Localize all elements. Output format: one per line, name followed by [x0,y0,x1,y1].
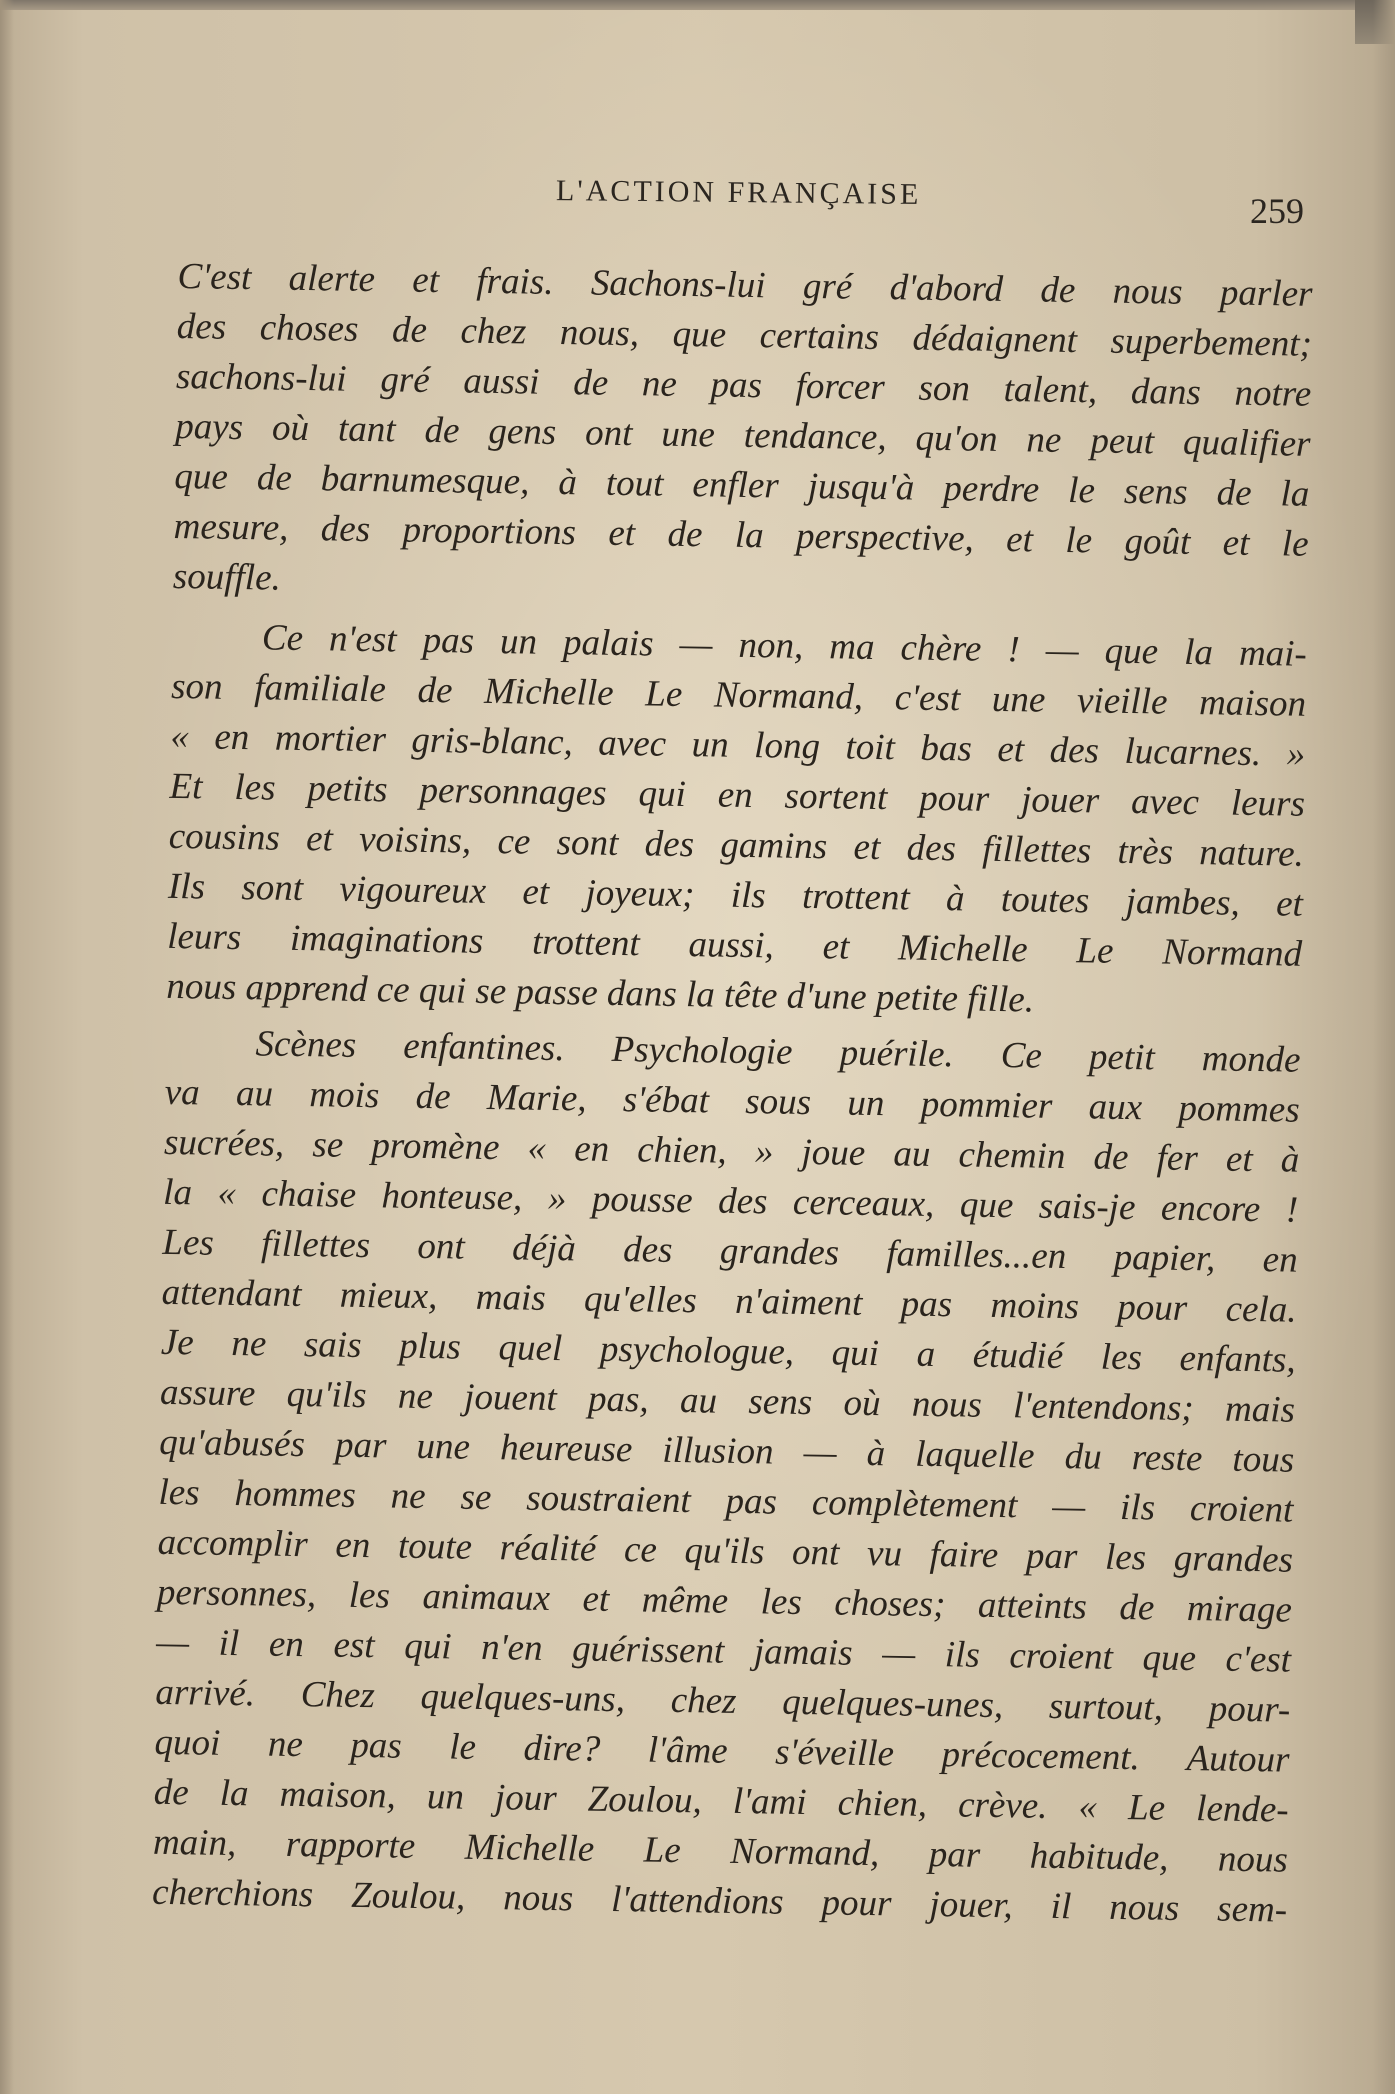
text-line: Et les petits personnages qui en sortent pour jouer avec leurs [169,765,1306,825]
text-line: son familiale de Michelle Le Normand, c'est une vieille maison [170,665,1307,725]
text-line: Scènes enfantines. Psychologie puérile. Ce petit monde [255,1023,1301,1081]
running-title: L'ACTION FRANÇAISE [555,174,922,211]
text-line: « en mortier gris-blanc, avec un long toit bas et des lucarnes. » [170,715,1306,775]
paragraph-1 [173,252,1313,620]
text-line: souffle. [172,555,282,599]
text-line: la « chaise honteuse, » pousse des cerceaux, que sais-je encore ! [162,1171,1299,1231]
text-line: cherchions Zoulou, nous l'attendions pour jouer, il nous sem- [151,1871,1288,1931]
text-line: attendant mieux, mais qu'elles n'aiment pas moins pour cela. [161,1271,1297,1331]
text-line: Ils sont vigoureux et joyeux; ils trottent à toutes jambes, et [167,865,1304,925]
text-line: de la maison, un jour Zoulou, l'ami chien, crève. « Le lende- [153,1771,1289,1831]
paragraph-2 [166,612,1307,1030]
page-number: 259 [1250,191,1304,231]
text-line: des choses de chez nous, que certains dédaignent superbement; [176,305,1313,365]
text-line: Ce n'est pas un palais — non, ma chère ! — que la mai- [261,617,1308,675]
paragraph-3 [152,1018,1301,1936]
text-line: va au mois de Marie, s'ébat sous un pommier aux pommes [164,1071,1300,1131]
text-line: arrivé. Chez quelques-uns, chez quelques-unes, surtout, pour- [155,1671,1291,1731]
page-top-edge [0,0,1395,10]
text-line: main, rapporte Michelle Le Normand, par habitude, nous [152,1821,1289,1881]
text-line: accomplir en toute réalité ce qu'ils ont vu faire par les grandes [157,1521,1294,1581]
text-line: qu'abusés par une heureuse illusion — à laquelle du reste tous [158,1421,1295,1481]
text-line: assure qu'ils ne jouent pas, au sens où nous l'entendons; mais [159,1371,1296,1431]
text-line: leurs imaginations trottent aussi, et Michelle Le Normand [166,915,1303,975]
text-line: cousins et voisins, ce sont des gamins et des fillettes très nature. [168,815,1305,875]
text-line: Les fillettes ont déjà des grandes familles...en papier, en [162,1221,1298,1281]
text-line: sucrées, se promène « en chien, » joue au chemin de fer et à [163,1121,1300,1181]
text-line: mesure, des proportions et de la perspective, et le goût et le [173,505,1309,565]
text-line: Je ne sais plus quel psychologue, qui a étudié les enfants, [160,1321,1297,1381]
page-left-edge [0,0,14,2094]
body-text [152,252,1313,1936]
text-line: personnes, les animaux et même les choses; atteints de mirage [156,1571,1293,1631]
text-line: nous apprend ce qui se passe dans la tête d'une petite fille. [166,965,1035,1021]
text-line: quoi ne pas le dire? l'âme s'éveille précocement. Autour [154,1721,1290,1781]
text-line: sachons-lui gré aussi de ne pas forcer son talent, dans notre [175,355,1312,415]
text-line: pays où tant de gens ont une tendance, qu'on ne peut qualifier [174,405,1311,465]
text-line: — il en est qui n'en guérissent jamais — ils croient que c'est [155,1621,1292,1681]
text-line: les hommes ne se soustraient pas complètement — ils croient [158,1471,1294,1531]
text-line: que de barnumesque, à tout enfler jusqu'à perdre le sens de la [174,455,1310,515]
page-right-edge [1373,0,1395,2094]
text-line: C'est alerte et frais. Sachons-lui gré d'abord de nous parler [177,255,1313,315]
